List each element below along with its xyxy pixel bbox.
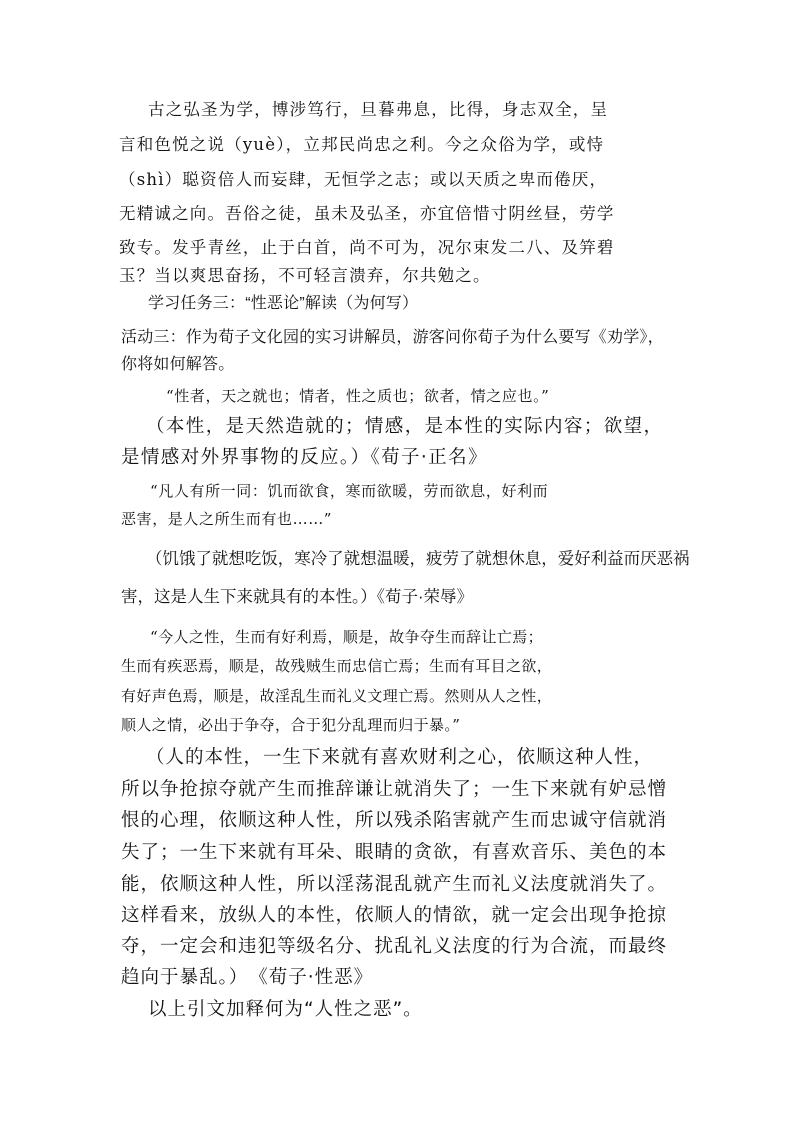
passage-line: （shì）聪资倍人而妄肆，无恒学之志；或以天质之卑而倦厌， (119, 170, 608, 189)
quote-translation: 所以争抢掠夺就产生而推辞谦让就消失了；一生下来就有妒忌憎 (121, 779, 668, 800)
quote-translation: （人的本性，一生下来就有喜欢财利之心，依顺这种人性， (146, 747, 654, 768)
quote-translation: 能，依顺这种人性，所以淫荡混乱就产生而礼义法度就消失了。 (121, 874, 668, 895)
passage-line: 无精诚之向。吾俗之徒，虽未及弘圣，亦宜倍惜寸阴丝昼，劳学 (119, 204, 615, 223)
passage-line: 古之弘圣为学，博涉笃行，旦暮弗息，比得，身志双全，呈 (148, 100, 609, 119)
quote-translation: 失了；一生下来就有耳朵、眼睛的贪欲，有喜欢音乐、美色的本 (121, 842, 668, 863)
passage-line: 玉？当以爽思奋扬，不可轻言溃弃，尔共勉之。 (119, 266, 491, 285)
quote-original: “凡人有所一同：饥而欲食，寒而欲暖，劳而欲息，好利而 (150, 482, 549, 500)
quote-original: 生而有疾恶焉，顺是，故残贼生而忠信亡焉；生而有耳目之欲， (121, 657, 553, 675)
quote-original: “今人之性，生而有好利焉，顺是，故争夺生而辞让亡焉； (150, 628, 544, 646)
closing-line: 以上引文加释何为“人性之恶”。 (148, 999, 423, 1020)
quote-translation: 是情感对外界事物的反应。）《荀子·正名》 (121, 447, 488, 468)
passage-line: 言和色悦之说（yuè），立邦民尚忠之利。今之众俗为学，或恃 (119, 135, 605, 154)
quote-translation: 恨的心理，依顺这种人性，所以残杀陷害就产生而忠诚守信就消 (121, 810, 668, 831)
quote-translation: （饥饿了就想吃饭，寒冷了就想温暖，疲劳了就想休息，爱好利益而厌恶祸 (146, 550, 690, 568)
activity-line: 活动三：作为荀子文化园的实习讲解员，游客问你荀子为什么要写《劝学》， (121, 329, 664, 346)
quote-translation: （本性，是天然造就的；情感，是本性的实际内容；欲望， (146, 416, 664, 437)
passage-line: 致专。发乎青丝，止于白首，尚不可为，况尔束发二八、及笄碧 (119, 238, 615, 257)
quote-translation: 趋向于暴乱。） 《荀子·性恶》 (121, 967, 374, 988)
quote-original: 恶害，是人之所生而有也……” (121, 510, 333, 528)
task-heading: 学习任务三：“性恶论”解读（为何写） (148, 295, 419, 312)
quote-original: 顺人之情，必出于争夺，合于犯分乱理而归于暴。” (121, 716, 461, 734)
quote-original: “性者，天之就也；情者，性之质也；欲者，情之应也。” (166, 387, 550, 405)
activity-line: 你将如何解答。 (121, 356, 235, 373)
quote-original: 有好声色焉，顺是，故淫乱生而礼义文理亡焉。然则从人之性， (121, 687, 553, 705)
quote-translation: 夺，一定会和违犯等级名分、扰乱礼义法度的行为合流，而最终 (121, 936, 668, 957)
quote-translation: 这样看来，放纵人的本性，依顺人的情欲，就一定会出现争抢掠 (121, 905, 668, 926)
quote-translation: 害，这是人生下来就具有的本性。）《荀子·荣辱》 (121, 588, 473, 606)
